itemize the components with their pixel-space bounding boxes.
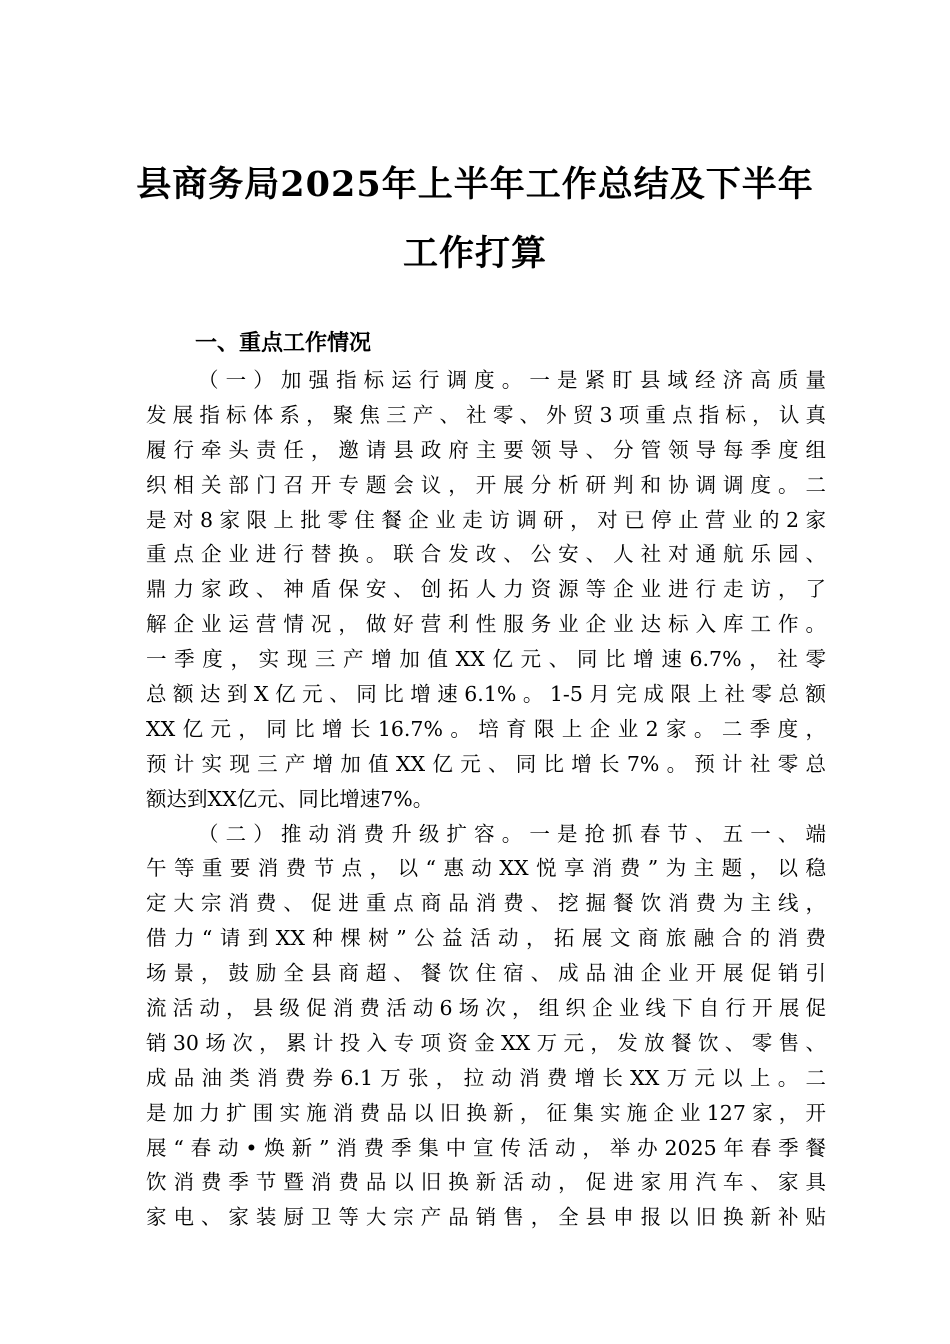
text-line: 履行牵头责任，邀请县政府主要领导、分管领导每季度组 [146,437,826,462]
text-line: （二）推动消费升级扩容。一是抢抓春节、五一、端 [198,821,826,846]
section-heading-key-work: 一、重点工作情况 [195,331,372,356]
text-line: 饮消费季节暨消费品以旧换新活动，促进家用汽车、家具 [146,1170,826,1195]
text-line: 织相关部门召开专题会议，开展分析研判和协调调度。二 [146,472,826,497]
text-line: （一）加强指标运行调度。一是紧盯县域经济高质量 [198,368,826,392]
text-line: 解企业运营情况，做好营利性服务业企业达标入库工作。 [146,612,826,637]
paragraph-consumption-upgrade [146,817,826,1236]
text-line: 成品油类消费券6.1万张，拉动消费增长XX万元以上。二 [146,1065,826,1090]
document-title-line-2: 工作打算 [402,233,547,274]
text-line: 是对8家限上批零住餐企业走访调研，对已停止营业的2家 [146,507,826,532]
text-line: 鼎力家政、神盾保安、创拓人力资源等企业进行走访，了 [146,577,826,602]
paragraph-indicator-scheduling [146,363,826,817]
text-line: 重点企业进行替换。联合发改、公安、人社对通航乐园、 [146,542,826,567]
text-line: 家电、家装厨卫等大宗产品销售，全县申报以旧换新补贴 [146,1205,826,1230]
text-line: 总额达到X亿元、同比增速6.1%。1-5月完成限上社零总额 [146,682,826,707]
text-line: 预计实现三产增加值XX亿元、同比增长7%。预计社零总 [146,751,826,776]
text-line: 一季度，实现三产增加值XX亿元、同比增速6.7%，社零 [146,647,826,672]
text-line: 发展指标体系，聚焦三产、社零、外贸3项重点指标，认真 [146,402,826,427]
text-line: 借力“请到XX种棵树”公益活动，拓展文商旅融合的消费 [146,926,826,951]
text-line: 是加力扩围实施消费品以旧换新，征集实施企业127家，开 [146,1100,826,1125]
document-body [146,363,826,1235]
text-line: 额达到XX亿元、同比增速7%。 [146,786,434,811]
text-line: 场景，鼓励全县商超、餐饮住宿、成品油企业开展促销引 [146,961,826,986]
text-line: XX亿元，同比增长16.7%。培育限上企业2家。二季度， [146,716,826,741]
text-line: 定大宗消费、促进重点商品消费、挖掘餐饮消费为主线， [146,891,826,916]
text-line: 流活动，县级促消费活动6场次，组织企业线下自行开展促 [146,996,826,1021]
text-line: 午等重要消费节点，以“惠动XX悦享消费”为主题，以稳 [146,856,826,881]
text-line: 销30场次，累计投入专项资金XX万元，发放餐饮、零售、 [146,1030,826,1055]
text-line: 展“春动•焕新”消费季集中宣传活动，举办2025年春季餐 [146,1135,826,1160]
document-title-line-1: 县商务局2025年上半年工作总结及下半年 [136,164,814,205]
